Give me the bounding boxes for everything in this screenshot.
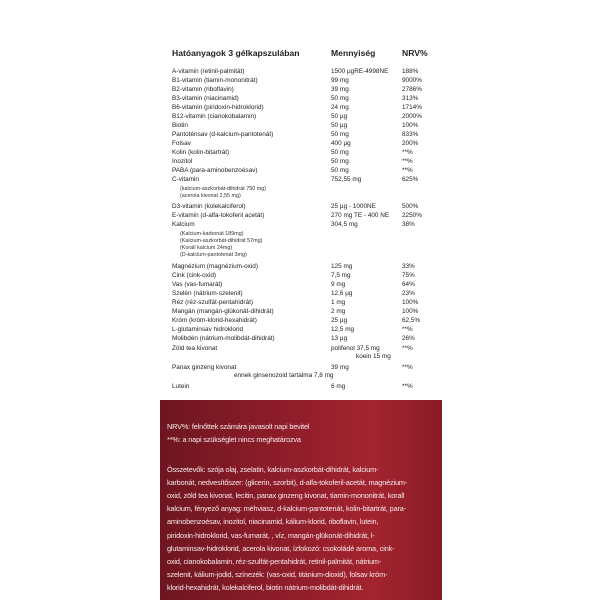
ingredient-amount: 1 mg xyxy=(331,299,346,306)
vitamin-c-sub-2: (acerola kivonat 2,55 mg) xyxy=(180,193,241,199)
header-amount: Mennyiség xyxy=(331,48,376,58)
ingredient-amount: 7,5 mg xyxy=(331,272,351,279)
ingredient-name: Pantoténsav (d-kalcium-pantotenát) xyxy=(172,131,274,138)
ingredient-amount: 12,6 µg xyxy=(331,290,353,297)
ingredient-name: B2-vitamin (riboflavin) xyxy=(172,86,234,93)
ingredient-nrv: 75% xyxy=(402,272,415,279)
ingredients-line: klorid-hexahidrát, kolekalciferol, biotin nátrium-molibdát-dihidrát. xyxy=(167,582,364,592)
ingredient-nrv: 2000% xyxy=(402,113,422,120)
ingredients-line: piridoxin-hidroklorid, vas-fumarát, , víz, mangán-glükonát-dihidrát, l- xyxy=(167,530,375,540)
ingredient-amount: 752,55 mg xyxy=(331,176,362,183)
ingredient-name: Réz (réz-szulfát-pentahidrát) xyxy=(172,299,253,306)
ingredient-nrv: 2250% xyxy=(402,212,422,219)
ingredient-nrv: **% xyxy=(402,383,413,390)
ingredient-name: B1-vitamin (tiamin-mononitrát) xyxy=(172,77,258,84)
ingredient-amount: 25 µg - 1000NE xyxy=(331,203,376,210)
ingredient-name: Kalcium xyxy=(172,221,195,228)
notes-section xyxy=(160,400,442,600)
ingredient-amount: 6 mg xyxy=(331,383,346,390)
ingredients-line: karbonát, nedvesítőszer: (glicerin, szorbit), d-alfa-tokoferil-acetát, magnézium- xyxy=(167,478,408,488)
ingredient-name: Magnézium (magnézium-oxid) xyxy=(172,263,258,270)
ingredient-name: B3-vitamin (niacinamid) xyxy=(172,95,239,102)
ingredient-amount: 50 mg xyxy=(331,158,349,165)
ingredient-amount: 13 µg xyxy=(331,335,348,342)
ingredient-name: Panax ginzeng kivonat xyxy=(172,364,237,371)
ingredient-amount: 2 mg xyxy=(331,308,346,315)
vitamin-c-sub-1: (kalcium-aszkorbát-dihidrát 750 mg) xyxy=(180,186,266,192)
header-nrv: NRV% xyxy=(402,48,428,58)
ingredient-amount: 24 mg xyxy=(331,104,349,111)
ingredients-line: Összetevők: szója olaj, zselatin, kalcium-aszkorbát-dihidrát, kalcium- xyxy=(167,465,379,474)
calcium-sub-2: (Kalcium-aszkorbát-dihidrát 57mg) xyxy=(180,238,263,244)
ingredient-name: Cink (cink-oxid) xyxy=(172,272,217,279)
ingredient-amount: 39 mg xyxy=(331,364,349,371)
ingredient-amount: 50 mg xyxy=(331,149,349,156)
ingredient-name: Folsav xyxy=(172,140,191,147)
ingredient-amount: 50 mg xyxy=(331,167,349,174)
ingredient-name: Inozitol xyxy=(172,158,193,165)
star-note: **%: a napi szükséglet nincs meghatározva xyxy=(167,435,301,444)
ingredient-nrv: 33% xyxy=(402,263,415,270)
ingredient-nrv: **% xyxy=(402,364,413,371)
ingredient-nrv: **% xyxy=(402,149,413,156)
ingredient-amount: 304,5 mg xyxy=(331,221,358,228)
ginseng-ginsenoside: ennek ginsenozoid tartalma 7,8 mg xyxy=(234,372,334,379)
ingredient-name: B6-vitamin (piridoxin-hidroklorid) xyxy=(172,104,264,111)
ingredient-amount: 400 µg xyxy=(331,140,351,147)
ingredient-amount: 39 mg xyxy=(331,86,349,93)
ingredient-nrv: **% xyxy=(402,345,413,352)
ingredient-nrv: 625% xyxy=(402,176,419,183)
ingredients-line: glutaminsav-hidroklorid, acerola kivonat, ízfokozó: csokoládé aroma, cink- xyxy=(167,543,395,553)
nrv-note: NRV%: felnőttek számára javasolt napi bevitel xyxy=(167,422,310,431)
ingredient-nrv: 100% xyxy=(402,308,419,315)
ingredient-amount: 50 µg xyxy=(331,122,348,129)
ingredient-nrv: 188% xyxy=(402,68,419,75)
ingredient-nrv: 9000% xyxy=(402,77,422,84)
nutrition-table xyxy=(160,40,442,400)
ingredient-name: A-vitamin (retinil-palmitát) xyxy=(172,68,245,75)
ingredient-amount: polifenol 37,5 mg xyxy=(331,345,380,352)
ingredient-name: Kolin (kolin-bitartrát) xyxy=(172,149,230,156)
ingredient-amount: 125 mg xyxy=(331,263,353,270)
ingredient-amount: 50 mg xyxy=(331,95,349,102)
ingredient-nrv: 64% xyxy=(402,281,415,288)
ingredient-name: Molibdén (nátrium-molibdát-dihidrát) xyxy=(172,335,275,342)
ingredients-line: oxid, zöld tea kivonat, lecitin, panax ginzeng kivonat, tiamin-mononitrát, korall xyxy=(167,491,405,501)
header-ingredients: Hatóanyagok 3 gélkapszulában xyxy=(172,48,300,58)
ingredient-nrv: 500% xyxy=(402,203,419,210)
ingredient-name: L-glutaminsav hidroklorid xyxy=(172,326,244,333)
ingredient-nrv: 23% xyxy=(402,290,415,297)
ingredient-nrv: 833% xyxy=(402,131,419,138)
ingredient-name: C-vitamin xyxy=(172,176,199,183)
ingredients-line: szelenit, kálium-jodid, színezék: (vas-oxid, titánium-dioxid), folsav króm- xyxy=(167,569,388,579)
ingredient-name: Szelén (nátrium-szelenit) xyxy=(172,290,243,297)
ingredients-line: aminobenzoésav, inozitol, niacinamid, kálium-klorid, riboflavin, lutein, xyxy=(167,517,379,527)
ingredient-name: Mangán (mangán-glükonát-dihidrát) xyxy=(172,308,274,315)
calcium-sub-1: (Kalcium-karbonát 189mg) xyxy=(180,231,244,237)
ingredient-amount: 1500 µgRE-4998NE xyxy=(331,68,389,75)
ingredient-nrv: **% xyxy=(402,158,413,165)
ingredient-name: B12-vitamin (cianokobalamin) xyxy=(172,113,257,120)
ingredient-nrv: 313% xyxy=(402,95,419,102)
ingredient-nrv: 200% xyxy=(402,140,419,147)
ingredient-amount: 270 mg TE - 400 NE xyxy=(331,212,390,219)
ingredient-amount: 50 mg xyxy=(331,131,349,138)
ingredient-nrv: 2786% xyxy=(402,86,422,93)
ingredient-name: Lutein xyxy=(172,383,190,390)
ingredient-nrv: 1714% xyxy=(402,104,422,111)
calcium-sub-4: (D-kalcium-pantotenát 3mg) xyxy=(180,252,247,258)
ingredient-nrv: 26% xyxy=(402,335,415,342)
ingredient-nrv: **% xyxy=(402,167,413,174)
ingredient-name: Króm (króm-klorid-hexahidrát) xyxy=(172,317,257,324)
ingredient-amount: 50 µg xyxy=(331,113,348,120)
ingredient-amount: 99 mg xyxy=(331,77,349,84)
ingredients-line: kalcium, fényező anyag: méhviasz, d-kalcium-pantotenát, kolin-bitartrát, para- xyxy=(167,504,406,514)
ingredient-name: PABA (para-aminobenzoésav) xyxy=(172,167,258,174)
ingredient-nrv: 38% xyxy=(402,221,415,228)
ingredient-nrv: 100% xyxy=(402,122,419,129)
green-tea-caffeine: koein 15 mg xyxy=(356,353,391,360)
ingredient-name: Biotin xyxy=(172,122,188,129)
ingredient-name: E-vitamin (d-alfa-tokoferil acetát) xyxy=(172,212,265,219)
ingredient-amount: 12,5 mg xyxy=(331,326,355,333)
ingredient-nrv: 62,5% xyxy=(402,317,421,324)
ingredient-amount: 9 mg xyxy=(331,281,346,288)
calcium-sub-3: (Korall kalcium 24mg) xyxy=(180,245,233,251)
ingredient-name: D3-vitamin (kolekalciferol) xyxy=(172,203,246,210)
ingredient-amount: 25 µg xyxy=(331,317,348,324)
ingredient-nrv: 100% xyxy=(402,299,419,306)
ingredients-line: oxid, cianokobalamin, réz-szulfát-pentahidrát, retinil-palmitát, nátrium- xyxy=(167,556,382,566)
ingredient-name: Vas (vas-fumarát) xyxy=(172,281,223,288)
ingredient-nrv: **% xyxy=(402,326,413,333)
ingredient-name: Zöld tea kivonat xyxy=(172,345,218,352)
